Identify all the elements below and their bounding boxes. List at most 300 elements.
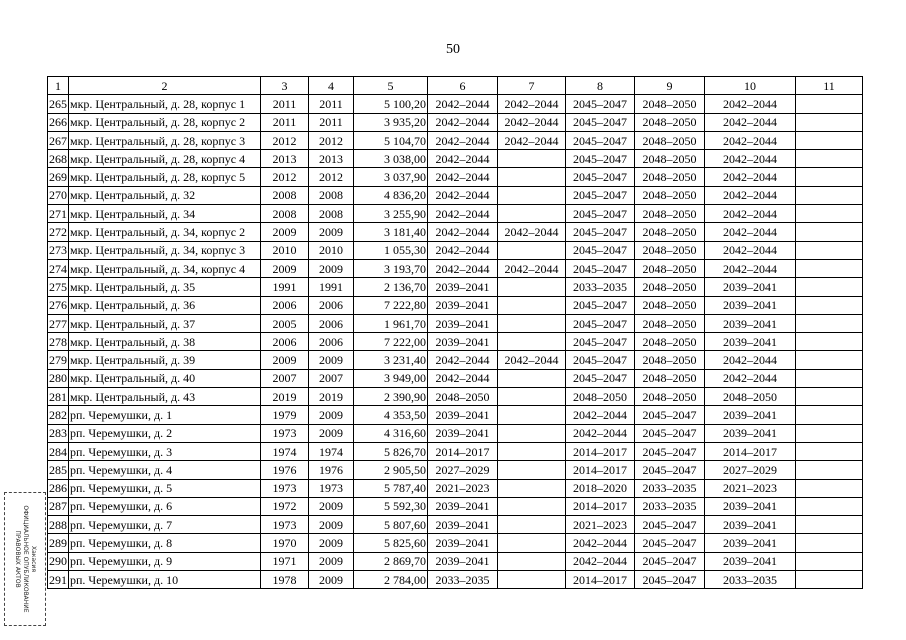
period-cell-8: 2045–2047 <box>566 314 635 332</box>
empty-cell-11 <box>796 259 863 277</box>
row-number-cell: 268 <box>48 150 69 168</box>
empty-cell-11 <box>796 296 863 314</box>
period-cell-8: 2018–2020 <box>566 479 635 497</box>
period-cell-9: 2045–2047 <box>635 571 705 589</box>
year-commissioned-cell: 2009 <box>309 406 354 424</box>
area-cell: 3 181,40 <box>354 223 428 241</box>
period-cell-10: 2042–2044 <box>705 131 796 149</box>
period-cell-10: 2014–2017 <box>705 442 796 460</box>
period-cell-6: 2042–2044 <box>428 131 498 149</box>
period-cell-9: 2048–2050 <box>635 314 705 332</box>
period-cell-10: 2042–2044 <box>705 369 796 387</box>
row-number-cell: 270 <box>48 186 69 204</box>
period-cell-6: 2039–2041 <box>428 424 498 442</box>
year-built-cell: 2012 <box>261 131 309 149</box>
area-cell: 5 787,40 <box>354 479 428 497</box>
year-commissioned-cell: 2009 <box>309 552 354 570</box>
year-commissioned-cell: 2019 <box>309 388 354 406</box>
period-cell-8: 2014–2017 <box>566 461 635 479</box>
period-cell-9: 2048–2050 <box>635 223 705 241</box>
empty-cell-11 <box>796 516 863 534</box>
address-cell: рп. Черемушки, д. 10 <box>69 571 261 589</box>
period-cell-9: 2048–2050 <box>635 168 705 186</box>
period-cell-8: 2042–2044 <box>566 534 635 552</box>
year-commissioned-cell: 1973 <box>309 479 354 497</box>
address-cell: рп. Черемушки, д. 7 <box>69 516 261 534</box>
row-number-cell: 267 <box>48 131 69 149</box>
period-cell-7 <box>498 186 566 204</box>
empty-cell-11 <box>796 223 863 241</box>
period-cell-6: 2042–2044 <box>428 168 498 186</box>
empty-cell-11 <box>796 534 863 552</box>
row-number-cell: 279 <box>48 351 69 369</box>
table-row <box>48 278 863 296</box>
address-cell: рп. Черемушки, д. 1 <box>69 406 261 424</box>
period-cell-6: 2042–2044 <box>428 369 498 387</box>
year-commissioned-cell: 2010 <box>309 241 354 259</box>
table-row <box>48 131 863 149</box>
address-cell: мкр. Центральный, д. 34, корпус 4 <box>69 259 261 277</box>
period-cell-7 <box>498 497 566 515</box>
table-row <box>48 406 863 424</box>
period-cell-7 <box>498 150 566 168</box>
table-row <box>48 479 863 497</box>
period-cell-10: 2027–2029 <box>705 461 796 479</box>
period-cell-9: 2048–2050 <box>635 388 705 406</box>
table-row <box>48 351 863 369</box>
period-cell-6: 2042–2044 <box>428 259 498 277</box>
area-cell: 2 136,70 <box>354 278 428 296</box>
period-cell-6: 2027–2029 <box>428 461 498 479</box>
table-row <box>48 296 863 314</box>
column-number-header-row <box>48 77 863 95</box>
period-cell-10: 2039–2041 <box>705 406 796 424</box>
area-cell: 5 100,20 <box>354 95 428 113</box>
stamp-line: ОФИЦИАЛЬНОЕ ОПУБЛИКОВАНИЕ <box>22 505 29 613</box>
year-commissioned-cell: 2012 <box>309 168 354 186</box>
year-commissioned-cell: 2009 <box>309 223 354 241</box>
period-cell-10: 2039–2041 <box>705 314 796 332</box>
period-cell-9: 2033–2035 <box>635 479 705 497</box>
period-cell-7 <box>498 479 566 497</box>
row-number-cell: 282 <box>48 406 69 424</box>
period-cell-9: 2045–2047 <box>635 424 705 442</box>
year-built-cell: 2008 <box>261 205 309 223</box>
period-cell-10: 2042–2044 <box>705 351 796 369</box>
period-cell-9: 2048–2050 <box>635 333 705 351</box>
year-built-cell: 2010 <box>261 241 309 259</box>
address-cell: мкр. Центральный, д. 28, корпус 5 <box>69 168 261 186</box>
row-number-cell: 278 <box>48 333 69 351</box>
empty-cell-11 <box>796 552 863 570</box>
period-cell-9: 2048–2050 <box>635 241 705 259</box>
period-cell-7 <box>498 205 566 223</box>
period-cell-7 <box>498 333 566 351</box>
period-cell-7 <box>498 314 566 332</box>
row-number-cell: 291 <box>48 571 69 589</box>
table-row <box>48 461 863 479</box>
address-cell: мкр. Центральный, д. 43 <box>69 388 261 406</box>
row-number-cell: 281 <box>48 388 69 406</box>
year-built-cell: 1979 <box>261 406 309 424</box>
period-cell-6: 2039–2041 <box>428 333 498 351</box>
area-cell: 5 104,70 <box>354 131 428 149</box>
year-built-cell: 2006 <box>261 296 309 314</box>
address-cell: мкр. Центральный, д. 28, корпус 4 <box>69 150 261 168</box>
column-header-8: 8 <box>566 77 635 95</box>
period-cell-10: 2039–2041 <box>705 424 796 442</box>
table-row <box>48 168 863 186</box>
row-number-cell: 277 <box>48 314 69 332</box>
table-row <box>48 333 863 351</box>
period-cell-10: 2042–2044 <box>705 259 796 277</box>
period-cell-10: 2042–2044 <box>705 205 796 223</box>
period-cell-9: 2045–2047 <box>635 461 705 479</box>
year-built-cell: 1978 <box>261 571 309 589</box>
period-cell-7 <box>498 516 566 534</box>
period-cell-7: 2042–2044 <box>498 351 566 369</box>
period-cell-10: 2042–2044 <box>705 241 796 259</box>
period-cell-6: 2039–2041 <box>428 516 498 534</box>
year-commissioned-cell: 2012 <box>309 131 354 149</box>
period-cell-9: 2048–2050 <box>635 186 705 204</box>
period-cell-8: 2045–2047 <box>566 241 635 259</box>
row-number-cell: 290 <box>48 552 69 570</box>
empty-cell-11 <box>796 479 863 497</box>
year-built-cell: 2012 <box>261 168 309 186</box>
period-cell-6: 2042–2044 <box>428 223 498 241</box>
address-cell: рп. Черемушки, д. 9 <box>69 552 261 570</box>
period-cell-9: 2048–2050 <box>635 113 705 131</box>
period-cell-7 <box>498 296 566 314</box>
period-cell-9: 2048–2050 <box>635 150 705 168</box>
empty-cell-11 <box>796 186 863 204</box>
empty-cell-11 <box>796 241 863 259</box>
period-cell-7 <box>498 168 566 186</box>
address-cell: рп. Черемушки, д. 5 <box>69 479 261 497</box>
year-commissioned-cell: 2009 <box>309 516 354 534</box>
year-commissioned-cell: 2009 <box>309 534 354 552</box>
empty-cell-11 <box>796 388 863 406</box>
period-cell-7 <box>498 571 566 589</box>
year-built-cell: 2009 <box>261 223 309 241</box>
stamp-line: Хакасия <box>30 546 37 572</box>
year-commissioned-cell: 2006 <box>309 296 354 314</box>
empty-cell-11 <box>796 314 863 332</box>
year-built-cell: 1970 <box>261 534 309 552</box>
year-built-cell: 2013 <box>261 150 309 168</box>
address-cell: мкр. Центральный, д. 32 <box>69 186 261 204</box>
empty-cell-11 <box>796 571 863 589</box>
table-row <box>48 534 863 552</box>
year-built-cell: 2009 <box>261 259 309 277</box>
address-cell: мкр. Центральный, д. 40 <box>69 369 261 387</box>
area-cell: 3 193,70 <box>354 259 428 277</box>
period-cell-9: 2048–2050 <box>635 131 705 149</box>
period-cell-10: 2042–2044 <box>705 186 796 204</box>
area-cell: 1 961,70 <box>354 314 428 332</box>
year-commissioned-cell: 1976 <box>309 461 354 479</box>
area-cell: 4 836,20 <box>354 186 428 204</box>
period-cell-6: 2042–2044 <box>428 150 498 168</box>
column-header-7: 7 <box>498 77 566 95</box>
year-built-cell: 1973 <box>261 516 309 534</box>
period-cell-8: 2014–2017 <box>566 497 635 515</box>
empty-cell-11 <box>796 131 863 149</box>
address-cell: рп. Черемушки, д. 2 <box>69 424 261 442</box>
column-header-2: 2 <box>69 77 261 95</box>
year-commissioned-cell: 1974 <box>309 442 354 460</box>
area-cell: 5 826,70 <box>354 442 428 460</box>
period-cell-9: 2045–2047 <box>635 406 705 424</box>
period-cell-7: 2042–2044 <box>498 259 566 277</box>
period-cell-6: 2042–2044 <box>428 95 498 113</box>
period-cell-7 <box>498 241 566 259</box>
table-row <box>48 516 863 534</box>
empty-cell-11 <box>796 461 863 479</box>
period-cell-6: 2033–2035 <box>428 571 498 589</box>
period-cell-8: 2045–2047 <box>566 296 635 314</box>
period-cell-7: 2042–2044 <box>498 95 566 113</box>
period-cell-9: 2048–2050 <box>635 205 705 223</box>
empty-cell-11 <box>796 95 863 113</box>
page-number: 50 <box>446 42 460 57</box>
table-row <box>48 223 863 241</box>
table-row <box>48 241 863 259</box>
period-cell-7: 2042–2044 <box>498 131 566 149</box>
period-cell-8: 2045–2047 <box>566 113 635 131</box>
period-cell-10: 2039–2041 <box>705 497 796 515</box>
year-commissioned-cell: 2009 <box>309 424 354 442</box>
year-commissioned-cell: 2008 <box>309 205 354 223</box>
period-cell-8: 2042–2044 <box>566 406 635 424</box>
year-built-cell: 2008 <box>261 186 309 204</box>
area-cell: 2 905,50 <box>354 461 428 479</box>
area-cell: 7 222,80 <box>354 296 428 314</box>
empty-cell-11 <box>796 369 863 387</box>
year-built-cell: 1974 <box>261 442 309 460</box>
column-header-4: 4 <box>309 77 354 95</box>
address-cell: мкр. Центральный, д. 39 <box>69 351 261 369</box>
empty-cell-11 <box>796 351 863 369</box>
address-cell: мкр. Центральный, д. 28, корпус 2 <box>69 113 261 131</box>
period-cell-8: 2045–2047 <box>566 369 635 387</box>
row-number-cell: 265 <box>48 95 69 113</box>
period-cell-8: 2045–2047 <box>566 186 635 204</box>
period-cell-10: 2021–2023 <box>705 479 796 497</box>
area-cell: 3 935,20 <box>354 113 428 131</box>
period-cell-8: 2045–2047 <box>566 205 635 223</box>
table-body <box>48 95 863 589</box>
row-number-cell: 287 <box>48 497 69 515</box>
year-commissioned-cell: 2007 <box>309 369 354 387</box>
period-cell-10: 2042–2044 <box>705 113 796 131</box>
period-cell-10: 2033–2035 <box>705 571 796 589</box>
period-cell-6: 2039–2041 <box>428 552 498 570</box>
address-cell: мкр. Центральный, д. 35 <box>69 278 261 296</box>
row-number-cell: 272 <box>48 223 69 241</box>
period-cell-9: 2045–2047 <box>635 442 705 460</box>
period-cell-10: 2048–2050 <box>705 388 796 406</box>
period-cell-8: 2045–2047 <box>566 131 635 149</box>
row-number-cell: 266 <box>48 113 69 131</box>
year-commissioned-cell: 1991 <box>309 278 354 296</box>
period-cell-6: 2042–2044 <box>428 205 498 223</box>
column-header-3: 3 <box>261 77 309 95</box>
area-cell: 1 055,30 <box>354 241 428 259</box>
period-cell-7 <box>498 552 566 570</box>
area-cell: 4 316,60 <box>354 424 428 442</box>
period-cell-10: 2042–2044 <box>705 168 796 186</box>
year-commissioned-cell: 2006 <box>309 314 354 332</box>
table-row <box>48 150 863 168</box>
area-cell: 2 869,70 <box>354 552 428 570</box>
area-cell: 5 825,60 <box>354 534 428 552</box>
period-cell-6: 2042–2044 <box>428 113 498 131</box>
year-commissioned-cell: 2009 <box>309 571 354 589</box>
period-cell-10: 2042–2044 <box>705 95 796 113</box>
table-row <box>48 95 863 113</box>
period-cell-8: 2045–2047 <box>566 333 635 351</box>
year-built-cell: 1976 <box>261 461 309 479</box>
period-cell-7 <box>498 461 566 479</box>
address-cell: мкр. Центральный, д. 28, корпус 3 <box>69 131 261 149</box>
row-number-cell: 273 <box>48 241 69 259</box>
row-number-cell: 288 <box>48 516 69 534</box>
area-cell: 3 255,90 <box>354 205 428 223</box>
period-cell-8: 2014–2017 <box>566 442 635 460</box>
year-built-cell: 2006 <box>261 333 309 351</box>
stamp-line: ПРАВОВЫХ АКТОВ <box>14 530 21 588</box>
period-cell-10: 2039–2041 <box>705 552 796 570</box>
period-cell-9: 2048–2050 <box>635 296 705 314</box>
year-built-cell: 2007 <box>261 369 309 387</box>
period-cell-9: 2048–2050 <box>635 259 705 277</box>
period-cell-8: 2021–2023 <box>566 516 635 534</box>
empty-cell-11 <box>796 113 863 131</box>
year-commissioned-cell: 2009 <box>309 351 354 369</box>
year-built-cell: 2019 <box>261 388 309 406</box>
column-header-6: 6 <box>428 77 498 95</box>
period-cell-6: 2039–2041 <box>428 314 498 332</box>
address-cell: мкр. Центральный, д. 38 <box>69 333 261 351</box>
row-number-cell: 271 <box>48 205 69 223</box>
period-cell-10: 2039–2041 <box>705 516 796 534</box>
year-built-cell: 1991 <box>261 278 309 296</box>
area-cell: 4 353,50 <box>354 406 428 424</box>
table-row <box>48 113 863 131</box>
year-commissioned-cell: 2008 <box>309 186 354 204</box>
table-row <box>48 571 863 589</box>
period-cell-10: 2039–2041 <box>705 278 796 296</box>
empty-cell-11 <box>796 333 863 351</box>
row-number-cell: 283 <box>48 424 69 442</box>
address-cell: рп. Черемушки, д. 8 <box>69 534 261 552</box>
period-cell-6: 2014–2017 <box>428 442 498 460</box>
period-cell-7 <box>498 534 566 552</box>
empty-cell-11 <box>796 205 863 223</box>
table-row <box>48 424 863 442</box>
table-row <box>48 442 863 460</box>
year-built-cell: 1973 <box>261 424 309 442</box>
period-cell-7 <box>498 388 566 406</box>
period-cell-7: 2042–2044 <box>498 113 566 131</box>
period-cell-8: 2045–2047 <box>566 351 635 369</box>
year-commissioned-cell: 2011 <box>309 113 354 131</box>
table-row <box>48 259 863 277</box>
empty-cell-11 <box>796 442 863 460</box>
period-cell-6: 2042–2044 <box>428 186 498 204</box>
table-row <box>48 186 863 204</box>
period-cell-6: 2039–2041 <box>428 497 498 515</box>
row-number-cell: 280 <box>48 369 69 387</box>
period-cell-8: 2042–2044 <box>566 552 635 570</box>
period-cell-9: 2033–2035 <box>635 497 705 515</box>
empty-cell-11 <box>796 168 863 186</box>
column-header-11: 11 <box>796 77 863 95</box>
row-number-cell: 285 <box>48 461 69 479</box>
period-cell-10: 2042–2044 <box>705 223 796 241</box>
year-built-cell: 2009 <box>261 351 309 369</box>
period-cell-6: 2039–2041 <box>428 278 498 296</box>
period-cell-8: 2042–2044 <box>566 424 635 442</box>
table-row <box>48 369 863 387</box>
period-cell-6: 2021–2023 <box>428 479 498 497</box>
year-commissioned-cell: 2006 <box>309 333 354 351</box>
period-cell-8: 2048–2050 <box>566 388 635 406</box>
year-built-cell: 2011 <box>261 95 309 113</box>
period-cell-8: 2045–2047 <box>566 259 635 277</box>
address-cell: рп. Черемушки, д. 4 <box>69 461 261 479</box>
period-cell-9: 2045–2047 <box>635 516 705 534</box>
period-cell-9: 2048–2050 <box>635 351 705 369</box>
year-built-cell: 1973 <box>261 479 309 497</box>
period-cell-9: 2048–2050 <box>635 369 705 387</box>
empty-cell-11 <box>796 424 863 442</box>
period-cell-10: 2039–2041 <box>705 333 796 351</box>
area-cell: 5 807,60 <box>354 516 428 534</box>
row-number-cell: 276 <box>48 296 69 314</box>
period-cell-7 <box>498 278 566 296</box>
year-built-cell: 1971 <box>261 552 309 570</box>
empty-cell-11 <box>796 497 863 515</box>
empty-cell-11 <box>796 278 863 296</box>
table-row <box>48 314 863 332</box>
column-header-10: 10 <box>705 77 796 95</box>
area-cell: 5 592,30 <box>354 497 428 515</box>
period-cell-10: 2042–2044 <box>705 150 796 168</box>
period-cell-7: 2042–2044 <box>498 223 566 241</box>
period-cell-8: 2045–2047 <box>566 168 635 186</box>
area-cell: 7 222,00 <box>354 333 428 351</box>
address-cell: мкр. Центральный, д. 28, корпус 1 <box>69 95 261 113</box>
publication-stamp <box>4 492 46 626</box>
period-cell-6: 2042–2044 <box>428 241 498 259</box>
period-cell-7 <box>498 406 566 424</box>
period-cell-6: 2039–2041 <box>428 534 498 552</box>
table-row <box>48 388 863 406</box>
period-cell-7 <box>498 424 566 442</box>
area-cell: 2 784,00 <box>354 571 428 589</box>
period-cell-6: 2042–2044 <box>428 351 498 369</box>
address-cell: мкр. Центральный, д. 34, корпус 2 <box>69 223 261 241</box>
period-cell-8: 2045–2047 <box>566 223 635 241</box>
area-cell: 3 038,00 <box>354 150 428 168</box>
table-row <box>48 497 863 515</box>
address-cell: мкр. Центральный, д. 36 <box>69 296 261 314</box>
table-row <box>48 205 863 223</box>
year-built-cell: 2005 <box>261 314 309 332</box>
